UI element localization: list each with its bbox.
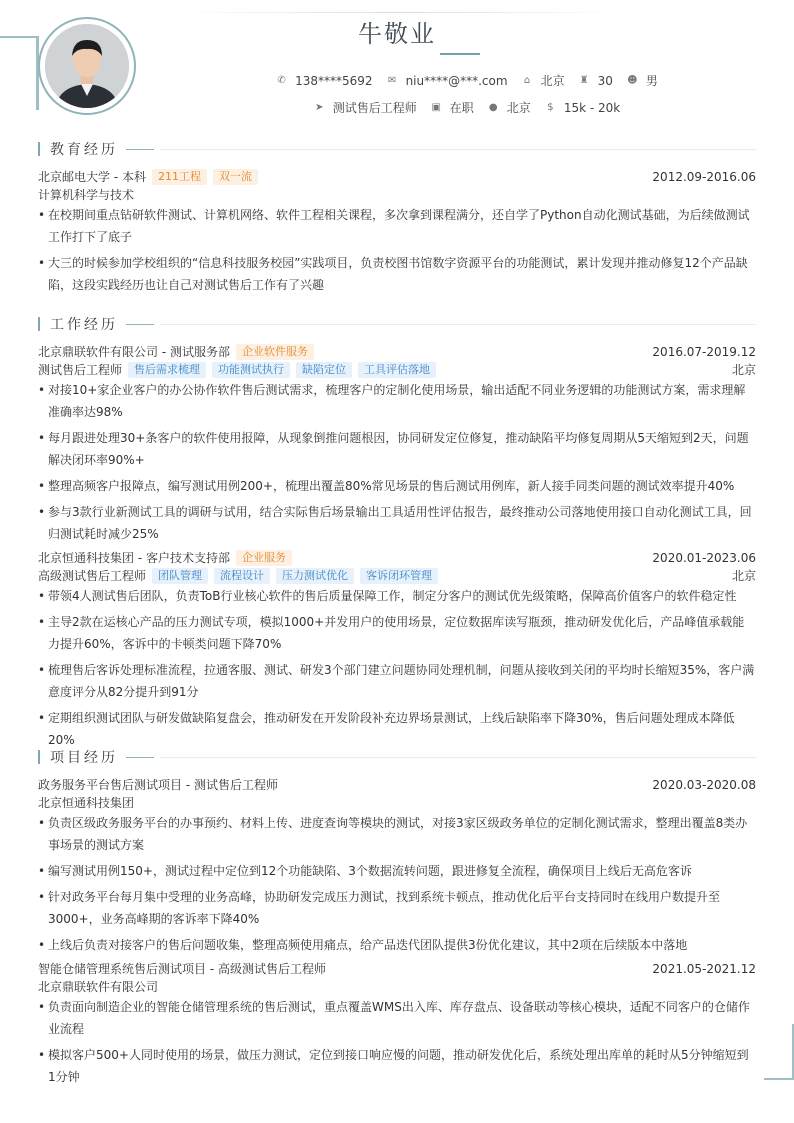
list-item: • 主导2款在运核心产品的压力测试专项，模拟1000+并发用户的使用场景，定位数据库读写瓶颈，推动研发优化后，产品峰值承载能力提升60%，客诉中的卡顿类问题下降70% <box>38 611 756 655</box>
intent-status <box>431 99 474 116</box>
industry-tag: 企业服务 <box>236 550 292 566</box>
money-icon: $ <box>547 102 554 113</box>
skill-tag: 压力测试优化 <box>276 568 354 584</box>
candidate-name: 牛敬业 <box>358 20 436 48</box>
intent-city-text: 北京 <box>506 101 531 115</box>
list-item: • 模拟客户500+人同时使用的场景，做压力测试，定位到接口响应慢的问题，推动研发优化后，系统处理出库单的耗时从5分钟缩短到1分钟 <box>38 1044 756 1088</box>
contact-gender <box>627 72 658 89</box>
home-icon: ⌂ <box>523 75 531 86</box>
skill-tag: 客诉闭环管理 <box>360 568 438 584</box>
industry-tag: 企业软件服务 <box>236 344 314 360</box>
job-role: 测试售后工程师 <box>38 363 123 377</box>
list-item: • 大三的时候参加学校组织的“信息科技服务校园”实践项目，负责校图书馆数字资源平台的功能测试，累计发现并推动修复12个产品缺陷，这段实践经历也让自己对测试售后工作有了兴趣 <box>38 252 756 296</box>
list-item: • 带领4人测试售后团队，负责ToB行业核心软件的售后质量保障工作，制定分客户的测试优先级策略，保障高价值客户的软件稳定性 <box>38 585 756 607</box>
list-item: • 上线后负责对接客户的售后问题收集，整理高频使用痛点，给产品迭代团队提供3份优化建议，其中2项在后续版本中落地 <box>38 934 756 956</box>
status-text: 在职 <box>449 101 474 115</box>
project-header <box>38 776 756 793</box>
project-org: 北京恒通科技集团 <box>38 796 135 810</box>
age-text: 30 <box>597 73 613 88</box>
section-project-title: 项目经历 <box>38 747 756 767</box>
work-city: 北京 <box>731 363 756 377</box>
list-item: • 每月跟进处理30+条客户的软件使用报障，从现象倒推问题根因，协同研发定位修复，推动缺陷平均修复周期从5天缩短到2天，问题解决闭环率90%+ <box>38 427 756 471</box>
work-header <box>38 343 756 360</box>
intent-salary <box>545 101 620 115</box>
skill-tag: 功能测试执行 <box>212 362 290 378</box>
list-item: • 负责区级政务服务平台的办事预约、材料上传、进度查询等模块的测试，对接3家区级政务单位的定制化测试需求，整理出覆盖8类办事场景的测试方案 <box>38 812 756 856</box>
list-item: • 在校期间重点钻研软件测试、计算机网络、软件工程相关课程，多次拿到课程满分，还自学了Python自动化测试基础，为后续做测试工作打下了底子 <box>38 204 756 248</box>
send-icon: ➤ <box>315 102 324 113</box>
email-text: niu****@***.com <box>405 73 508 88</box>
work-date: 2020.01-2023.06 <box>652 550 756 565</box>
school-tag: 211工程 <box>152 169 207 185</box>
contact-phone <box>276 74 372 88</box>
skill-tag: 售后需求梳理 <box>128 362 206 378</box>
section-work-title: 工作经历 <box>38 314 756 334</box>
education-date: 2012.09-2016.06 <box>652 169 756 184</box>
corner-decor-bottom-right <box>764 1024 794 1080</box>
work-city: 北京 <box>731 569 756 583</box>
work-role-row <box>38 361 756 378</box>
list-item: • 负责面向制造企业的智能仓储管理系统的售后测试，重点覆盖WMS出入库、库存盘点、设备联动等核心模块，适配不同客户的仓储作业流程 <box>38 996 756 1040</box>
list-item: • 定期组织测试团队与研发做缺陷复盘会，推动研发在开发阶段补充边界场景测试，上线后缺陷率下降30%，售后问题处理成本降低20% <box>38 707 756 751</box>
briefcase-icon: ▣ <box>431 102 441 113</box>
project-title: 政务服务平台售后测试项目 - 测试售后工程师 <box>38 778 278 792</box>
skill-tag: 工具评估落地 <box>358 362 436 378</box>
contact-email <box>387 74 508 88</box>
mail-icon: ✉ <box>387 75 397 86</box>
list-item: • 梳理售后客诉处理标准流程，拉通客服、测试、研发3个部门建立问题协同处理机制，问题从接收到关闭的平均时长缩短35%，客户满意度评分从82分提升到91分 <box>38 659 756 703</box>
project-date: 2021.05-2021.12 <box>652 961 756 976</box>
company-name: 北京鼎联软件有限公司 - 测试服务部 <box>38 345 230 359</box>
skill-tag: 团队管理 <box>152 568 208 584</box>
company-name: 北京恒通科技集团 - 客户技术支持部 <box>38 551 230 565</box>
list-item: • 针对政务平台每月集中受理的业务高峰，协助研发完成压力测试，找到系统卡顿点，推动优化后平台支持同时在线用户数提升至3000+，业务高峰期的客诉率下降40% <box>38 886 756 930</box>
work-header <box>38 549 756 566</box>
project-title: 智能仓储管理系统售后测试项目 - 高级测试售后工程师 <box>38 962 326 976</box>
header-decor-line <box>180 12 620 13</box>
phone-text: 138****5692 <box>295 73 373 88</box>
section-education-title: 教育经历 <box>38 139 756 159</box>
intent-city <box>488 99 531 116</box>
name-underline <box>440 53 480 55</box>
gender-text: 男 <box>645 74 658 88</box>
list-item: • 编写测试用例150+，测试过程中定位到12个功能缺陷、3个数据流转问题，跟进修复全流程，确保项目上线后无高危客诉 <box>38 860 756 882</box>
list-item: • 参与3款行业新测试工具的调研与试用，结合实际售后场景输出工具适用性评估报告，最终推动公司落地使用接口自动化测试工具，回归测试耗时减少25% <box>38 501 756 545</box>
work-date: 2016.07-2019.12 <box>652 344 756 359</box>
location-icon: ● <box>488 102 498 113</box>
project-org: 北京鼎联软件有限公司 <box>38 980 159 994</box>
work-role-row <box>38 567 756 584</box>
intent-info-row <box>140 99 794 116</box>
gender-icon: ☻ <box>627 75 638 86</box>
phone-icon: ✆ <box>277 75 286 86</box>
job-role: 高级测试售后工程师 <box>38 569 147 583</box>
list-item: • 对接10+家企业客户的办公协作软件售后测试需求，梳理客户的定制化使用场景，输出适配不同业务逻辑的功能测试方案，需求理解准确率达98% <box>38 379 756 423</box>
contact-info-row <box>140 72 794 89</box>
intent-position <box>314 99 417 116</box>
project-header <box>38 960 756 977</box>
position-text: 测试售后工程师 <box>332 101 417 115</box>
school-tag: 双一流 <box>213 169 258 185</box>
education-header <box>38 168 756 185</box>
salary-text: 15k - 20k <box>563 100 621 115</box>
school-name: 北京邮电大学 - 本科 <box>38 170 146 184</box>
list-item: • 整理高频客户报障点，编写测试用例200+，梳理出覆盖80%常见场景的售后测试用例库，新人接手同类问题的测试效率提升40% <box>38 475 756 497</box>
contact-age <box>579 74 613 88</box>
project-date: 2020.03-2020.08 <box>652 777 756 792</box>
skill-tag: 流程设计 <box>214 568 270 584</box>
city-text: 北京 <box>540 74 565 88</box>
skill-tag: 缺陷定位 <box>296 362 352 378</box>
cake-icon: ♜ <box>579 75 589 86</box>
education-major: 计算机科学与技术 <box>38 188 135 202</box>
contact-city <box>522 72 565 89</box>
